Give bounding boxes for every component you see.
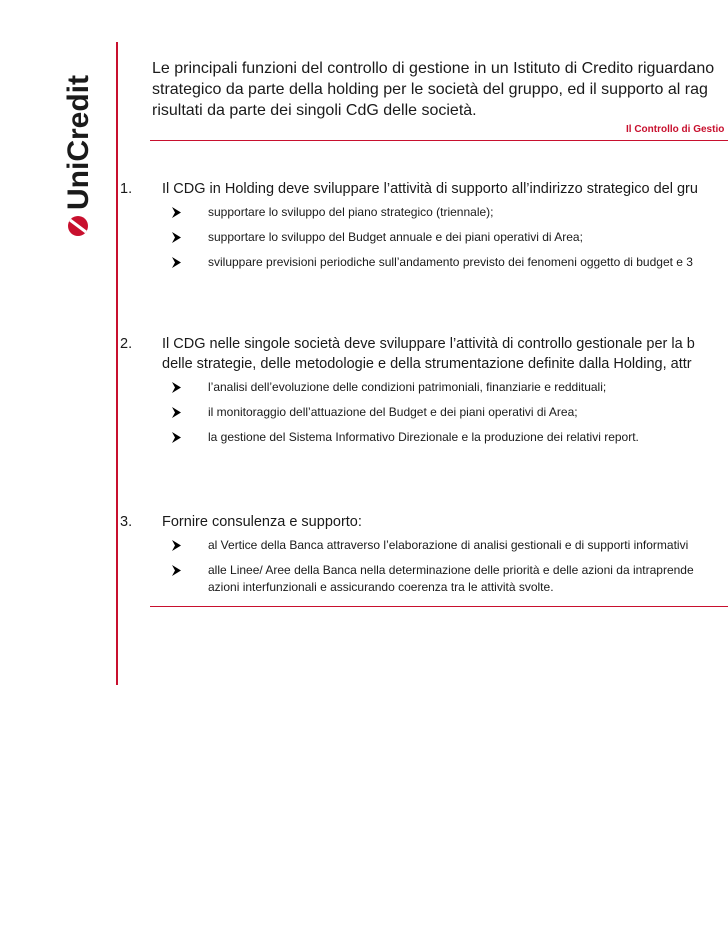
list-item-text: l’analisi dell’evoluzione delle condizioni patrimoniali, finanziarie e reddituali; bbox=[208, 380, 607, 394]
arrow-bullet-icon bbox=[120, 254, 208, 271]
section-heading: delle strategie, delle metodologie e della strumentazione definite dalla Holding, attr bbox=[162, 356, 692, 372]
list-item bbox=[120, 404, 695, 421]
list-item-text: il monitoraggio dell’attuazione del Budget e dei piani operativi di Area; bbox=[208, 405, 578, 419]
section-3 bbox=[120, 512, 694, 604]
list-item-text: al Vertice della Banca attraverso l’elaborazione di analisi gestionali e di supporti informativi bbox=[208, 538, 689, 552]
list-item-text: sviluppare previsioni periodiche sull’andamento previsto dei fenomeni oggetto di budget e 3 bbox=[208, 255, 693, 269]
list-item bbox=[120, 204, 698, 221]
slide-subtitle: Il Controllo di Gestio bbox=[626, 124, 725, 135]
list-item-text: alle Linee/ Aree della Banca nella determinazione delle priorità e delle azioni da intraprende bbox=[208, 563, 694, 577]
list-item-text: azioni interfunzionali e assicurando coerenza tra le attività svolte. bbox=[208, 580, 554, 594]
intro-line: Le principali funzioni del controllo di gestione in un Istituto di Credito riguardano bbox=[152, 60, 715, 77]
list-item-text: supportare lo sviluppo del Budget annuale e dei piani operativi di Area; bbox=[208, 230, 583, 244]
list-item bbox=[120, 229, 698, 246]
list-item bbox=[120, 429, 695, 446]
footer-divider bbox=[150, 606, 728, 607]
intro-line: strategico da parte della holding per le società del gruppo, ed il supporto al rag bbox=[152, 81, 708, 98]
list-item bbox=[120, 254, 698, 271]
list-item-text: supportare lo sviluppo del piano strategico (triennale); bbox=[208, 205, 494, 219]
intro-line: risultati da parte dei singoli CdG delle società. bbox=[152, 102, 477, 119]
left-accent-line bbox=[116, 42, 118, 685]
section-heading: Il CDG in Holding deve sviluppare l’attività di supporto all’indirizzo strategico del gru bbox=[162, 181, 698, 197]
section-1 bbox=[120, 179, 698, 279]
section-number: 1. bbox=[120, 181, 133, 197]
arrow-bullet-icon bbox=[120, 537, 208, 554]
section-2 bbox=[120, 334, 695, 454]
arrow-bullet-icon bbox=[120, 429, 208, 446]
arrow-bullet-icon bbox=[120, 229, 208, 246]
unicredit-logo bbox=[60, 70, 96, 240]
header-divider bbox=[150, 140, 728, 141]
section-number: 2. bbox=[120, 336, 133, 352]
section-number: 3. bbox=[120, 514, 133, 530]
arrow-bullet-icon bbox=[120, 204, 208, 221]
list-item bbox=[120, 379, 695, 396]
list-item bbox=[120, 562, 694, 596]
intro-paragraph bbox=[152, 58, 728, 121]
list-item bbox=[120, 537, 694, 554]
section-heading: Il CDG nelle singole società deve sviluppare l’attività di controllo gestionale per la b bbox=[162, 336, 695, 352]
list-item-text: la gestione del Sistema Informativo Direzionale e la produzione dei relativi report. bbox=[208, 430, 639, 444]
arrow-bullet-icon bbox=[120, 562, 208, 596]
section-heading: Fornire consulenza e supporto: bbox=[162, 514, 362, 530]
logo-wordmark: UniCredit bbox=[62, 75, 95, 210]
arrow-bullet-icon bbox=[120, 404, 208, 421]
arrow-bullet-icon bbox=[120, 379, 208, 396]
